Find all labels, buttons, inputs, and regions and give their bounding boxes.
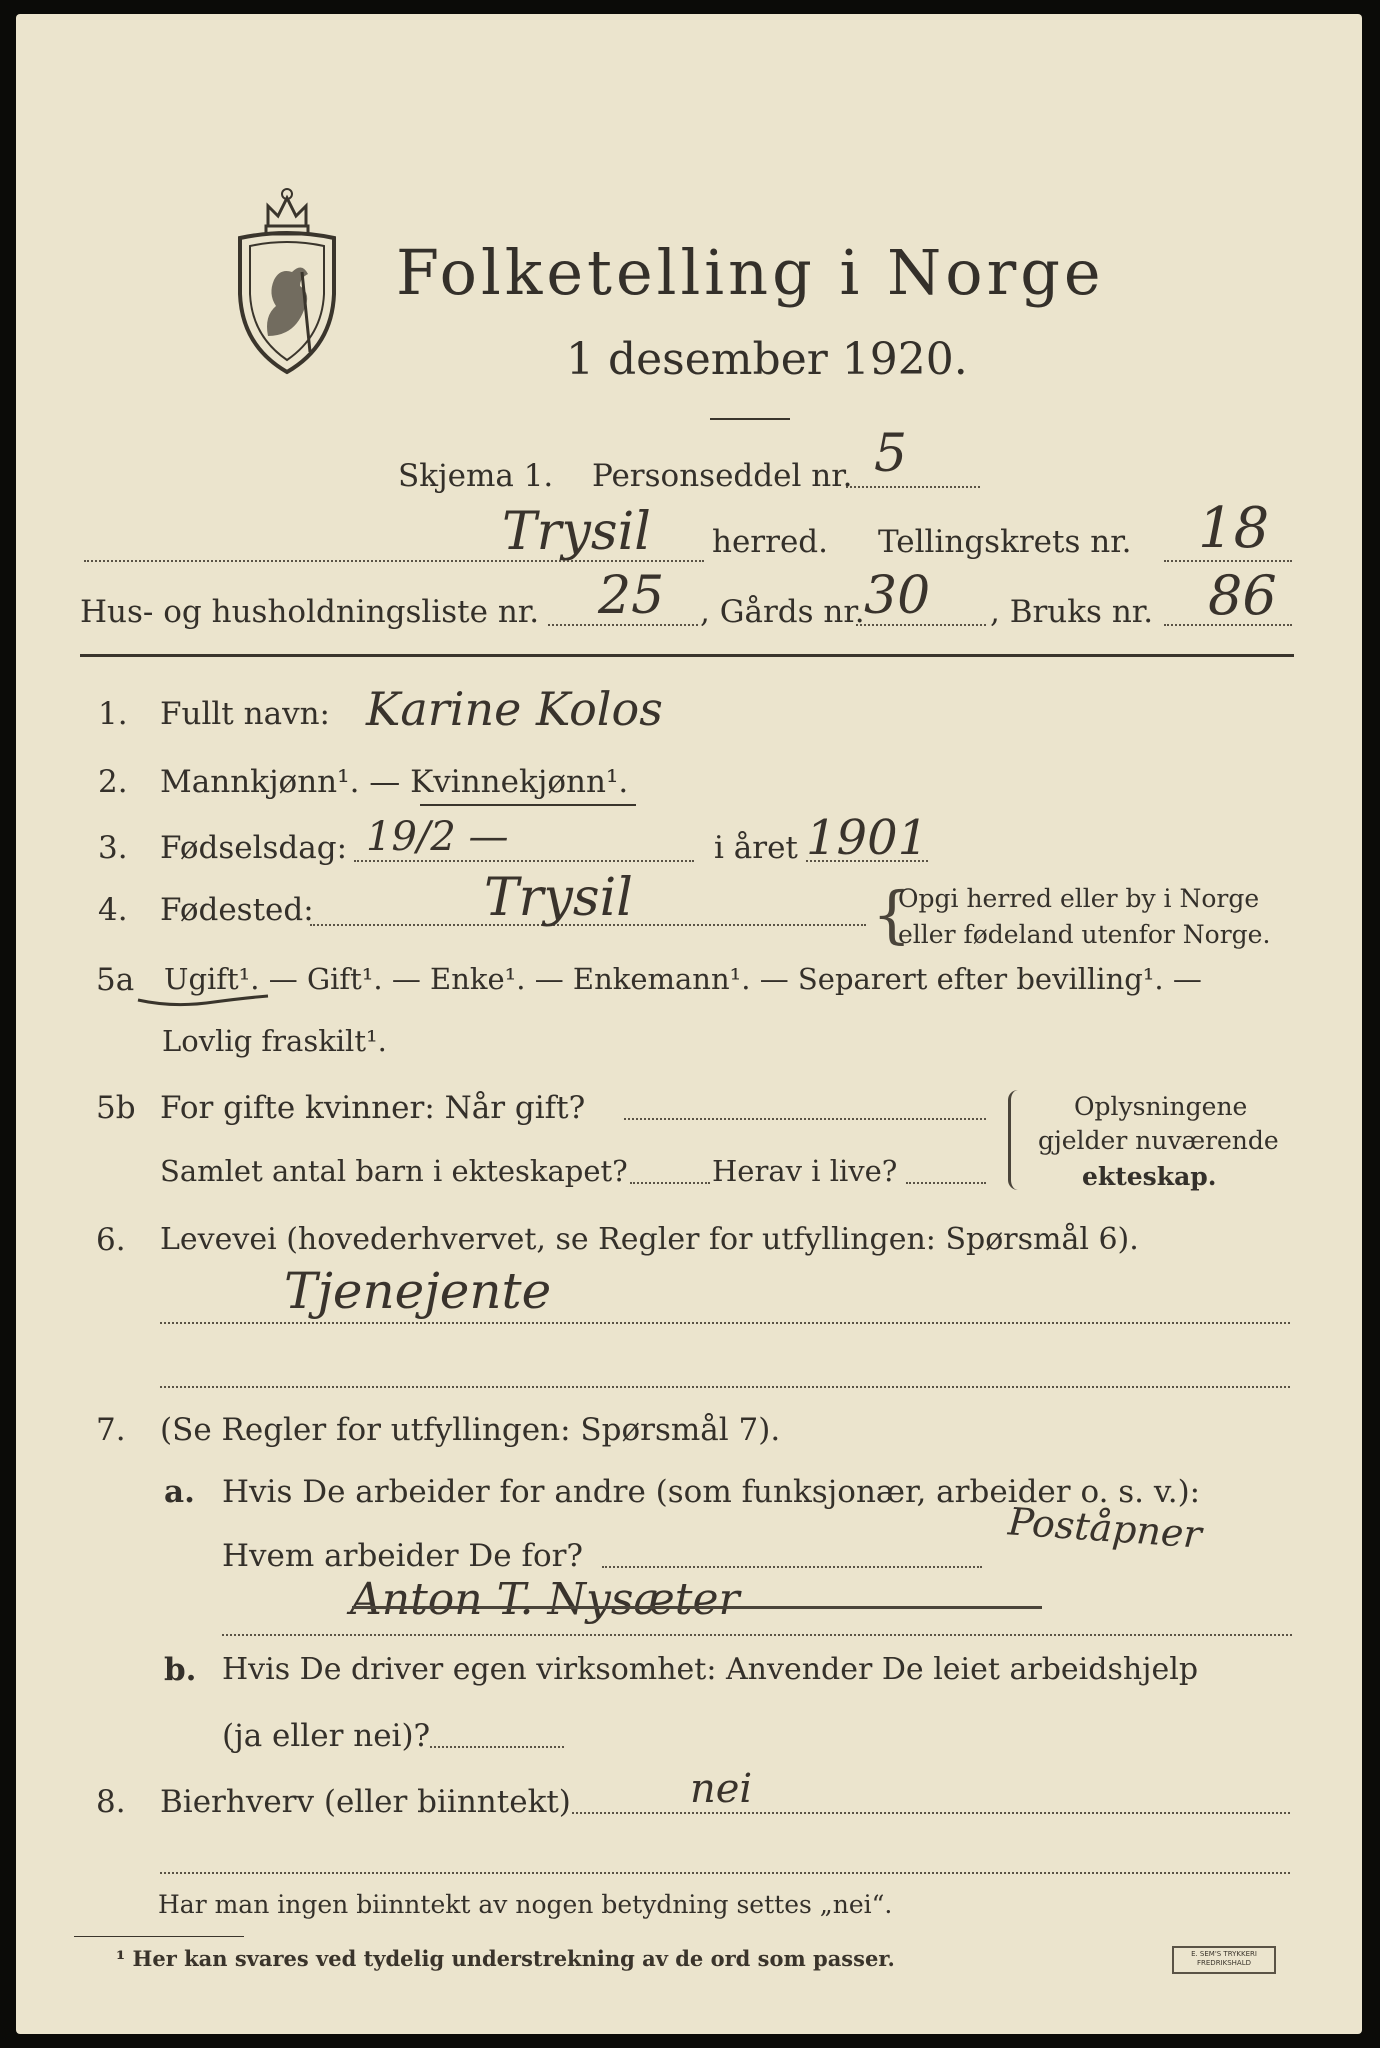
q6-line-1 bbox=[160, 1322, 1290, 1324]
bruks-value[interactable]: 86 bbox=[1208, 564, 1277, 627]
q7a-line-2 bbox=[222, 1634, 1292, 1636]
q3-number: 3. bbox=[98, 830, 128, 866]
q3-label: Fødselsdag: bbox=[160, 830, 348, 866]
q5a-options-line2: Lovlig fraskilt¹. bbox=[162, 1024, 387, 1058]
skjema-label: Skjema 1. bbox=[398, 458, 554, 494]
q2-label: Mannkjønn¹. — Kvinnekjønn¹. bbox=[160, 764, 629, 800]
q5b-married-line bbox=[624, 1118, 986, 1120]
q5b-alive-line bbox=[906, 1182, 986, 1184]
gards-label: , Gårds nr. bbox=[700, 594, 865, 630]
q1-label: Fullt navn: bbox=[160, 696, 330, 732]
herred-label: herred. bbox=[712, 524, 828, 560]
coat-of-arms-icon bbox=[228, 176, 346, 376]
q7a-letter: a. bbox=[164, 1474, 195, 1510]
q7a-employer-line bbox=[602, 1566, 982, 1568]
q3-line bbox=[354, 860, 694, 862]
q2-underline bbox=[420, 804, 636, 806]
q5b-note-line3: ekteskap. bbox=[1082, 1162, 1217, 1191]
footnote: ¹ Her kan svares ved tydelig understrekning av de ord som passer. bbox=[116, 1946, 895, 1971]
footnote-divider bbox=[74, 1936, 244, 1937]
tellingskrets-label: Tellingskrets nr. bbox=[878, 524, 1132, 560]
q6-line-2 bbox=[160, 1386, 1290, 1388]
q8-label: Bierhverv (eller biinntekt) bbox=[160, 1784, 571, 1820]
q8-value[interactable]: nei bbox=[690, 1766, 753, 1812]
q4-brace: { bbox=[872, 878, 912, 951]
form-title: Folketelling i Norge bbox=[396, 236, 1105, 309]
husholdning-value[interactable]: 25 bbox=[598, 566, 665, 626]
q7b-letter: b. bbox=[164, 1652, 197, 1688]
q3-year-value[interactable]: 1901 bbox=[806, 810, 929, 866]
title-divider bbox=[710, 418, 790, 420]
q5a-number: 5a bbox=[96, 962, 135, 998]
q3-value[interactable]: 19/2 — bbox=[366, 814, 509, 860]
q2-number: 2. bbox=[98, 764, 128, 800]
printer-stamp-text: E. SEM'S TRYKKERI FREDRIKSHALD bbox=[1191, 1950, 1257, 1967]
personseddel-line bbox=[846, 486, 980, 488]
q4-value[interactable]: Trysil bbox=[484, 868, 633, 928]
q4-note-line2: eller fødeland utenfor Norge. bbox=[898, 920, 1271, 949]
gards-value[interactable]: 30 bbox=[864, 566, 931, 626]
personseddel-value[interactable]: 5 bbox=[874, 424, 908, 484]
q7-label: (Se Regler for utfyllingen: Spørsmål 7). bbox=[160, 1412, 781, 1448]
q7b-question: Hvis De driver egen virksomhet: Anvender De leiet arbeidshjelp bbox=[222, 1652, 1199, 1687]
q8-line-2 bbox=[160, 1872, 1290, 1874]
q4-note-line1: Opgi herred eller by i Norge bbox=[898, 884, 1260, 913]
q4-number: 4. bbox=[98, 892, 128, 928]
nei-note: Har man ingen biinntekt av nogen betydning settes „nei“. bbox=[158, 1890, 893, 1919]
census-date: 1 desember 1920. bbox=[566, 334, 968, 385]
herred-value[interactable]: Trysil bbox=[502, 502, 651, 562]
printer-stamp bbox=[1172, 1946, 1276, 1974]
q6-number: 6. bbox=[96, 1222, 126, 1258]
q6-value[interactable]: Tjenejente bbox=[284, 1262, 552, 1320]
q7a-employer-title[interactable]: Poståpner bbox=[1006, 1499, 1204, 1557]
q5b-alive-label: Herav i live? bbox=[712, 1154, 898, 1188]
q1-number: 1. bbox=[98, 696, 128, 732]
q4-label: Fødested: bbox=[160, 892, 314, 928]
q3-year-label: i året bbox=[714, 830, 798, 866]
q7b-label: (ja eller nei)? bbox=[222, 1718, 431, 1754]
q5b-children-line bbox=[630, 1182, 710, 1184]
q5a-options: Ugift¹. — Gift¹. — Enke¹. — Enkemann¹. — Separert efter bevilling¹. — bbox=[164, 962, 1202, 996]
header-divider bbox=[80, 654, 1294, 657]
q5b-note-line2: gjelder nuværende bbox=[1038, 1126, 1279, 1155]
q7a-question: Hvis De arbeider for andre (som funksjonær, arbeider o. s. v.): bbox=[222, 1474, 1201, 1510]
q5a-underline-mark bbox=[134, 990, 274, 1012]
q5b-note-line1: Oplysningene bbox=[1074, 1092, 1248, 1121]
q5b-married-label: For gifte kvinner: Når gift? bbox=[160, 1090, 586, 1126]
q7a-employer-value[interactable]: Anton T. Nysæter bbox=[350, 1574, 740, 1625]
q7a-strikethrough bbox=[352, 1606, 1042, 1609]
q1-value[interactable]: Karine Kolos bbox=[366, 682, 663, 736]
husholdning-label: Hus- og husholdningsliste nr. bbox=[80, 594, 540, 630]
q8-line bbox=[572, 1812, 1290, 1814]
q5b-number: 5b bbox=[96, 1090, 136, 1126]
q7-number: 7. bbox=[96, 1412, 126, 1448]
q5b-children-label: Samlet antal barn i ekteskapet? bbox=[160, 1154, 628, 1188]
q6-label: Levevei (hovederhvervet, se Regler for utfyllingen: Spørsmål 6). bbox=[160, 1222, 1139, 1257]
q8-number: 8. bbox=[96, 1784, 126, 1820]
tellingskrets-value[interactable]: 18 bbox=[1198, 496, 1270, 561]
q5b-note-bracket bbox=[1008, 1090, 1021, 1190]
personseddel-label: Personseddel nr. bbox=[592, 458, 853, 494]
bruks-label: , Bruks nr. bbox=[990, 594, 1154, 630]
q7a-employer-label: Hvem arbeider De for? bbox=[222, 1538, 584, 1574]
q7b-line bbox=[430, 1746, 564, 1748]
